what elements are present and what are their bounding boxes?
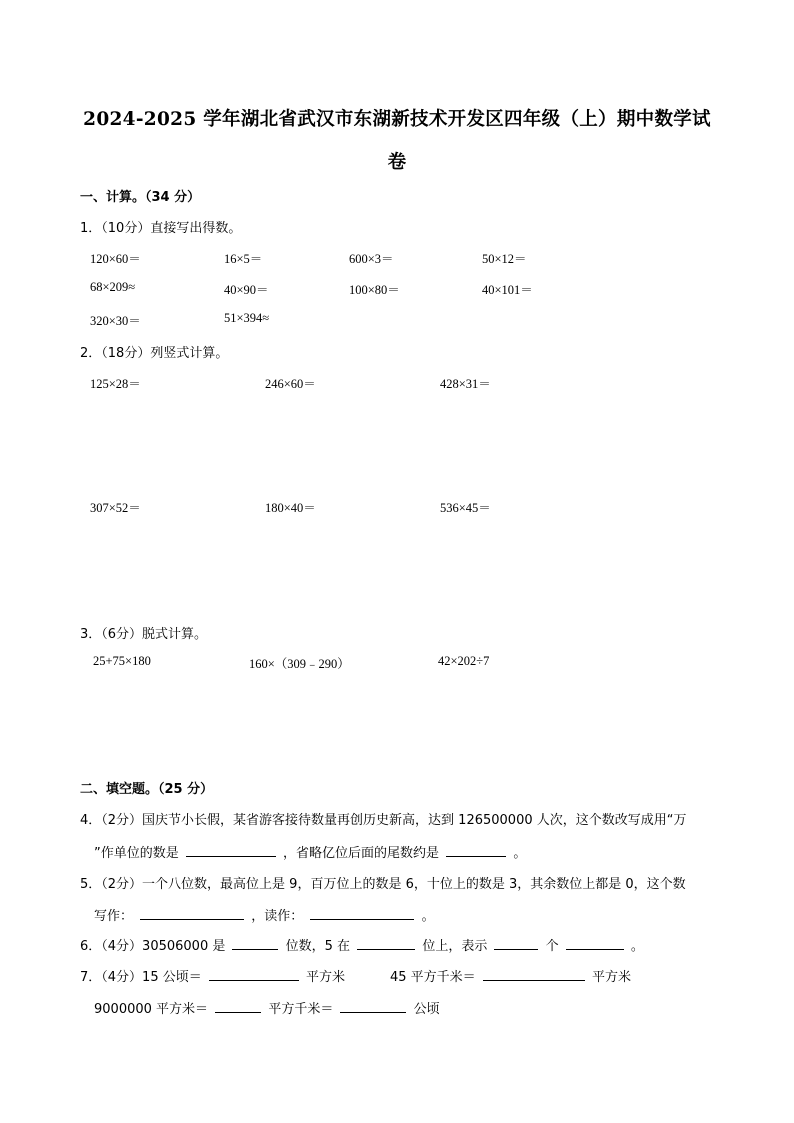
q4-text: ，省略亿位后面的尾数约是 (283, 846, 440, 861)
q7-text: 7．（4分）15 公顷＝ (80, 970, 202, 985)
answer-blank[interactable] (232, 937, 278, 950)
answer-blank[interactable] (186, 844, 276, 857)
answer-blank[interactable] (357, 937, 415, 950)
q1-item: 68×209≈ (90, 280, 136, 294)
question-3-stem: 3．（6分）脱式计算。 (80, 627, 208, 642)
question-6 (80, 935, 644, 954)
answer-blank[interactable] (215, 1000, 261, 1013)
page-title-continued: 卷 (387, 152, 407, 173)
q1-item: 50×12＝ (482, 252, 527, 266)
question-4-line1: 4．（2分）国庆节小长假，某省游客接待数量再创历史新高，达到 126500000 人次，这个数改写成用“万 (80, 813, 687, 828)
q1-item: 40×101＝ (482, 283, 533, 297)
q1-item: 120×60＝ (90, 252, 141, 266)
q2-item: 428×31＝ (440, 377, 491, 391)
question-7-line2 (94, 998, 440, 1017)
q5-text: 写作： (94, 909, 134, 924)
q6-text: 个 (545, 939, 559, 954)
question-7-line1 (80, 966, 345, 985)
page-title: 2024-2025 学年湖北省武汉市东湖新技术开发区四年级（上）期中数学试 (83, 109, 711, 130)
question-5-line1: 5．（2分）一个八位数，最高位上是 9，百万位上的数是 6，十位上的数是 3，其余数位上都是 0，这个数 (80, 877, 686, 892)
answer-blank[interactable] (340, 1000, 406, 1013)
answer-blank[interactable] (446, 844, 506, 857)
q7-text: 9000000 平方米＝ (94, 1002, 209, 1017)
q5-text: 。 (421, 909, 435, 924)
q6-text: 。 (630, 939, 644, 954)
q7-text: 45 平方千米＝ (390, 970, 476, 985)
q7-text: 平方米 (591, 970, 631, 985)
q5-text: ，读作： (251, 909, 304, 924)
q6-text: 6．（4分）30506000 是 (80, 939, 226, 954)
q2-item: 536×45＝ (440, 501, 491, 515)
q2-item: 307×52＝ (90, 501, 141, 515)
answer-blank[interactable] (566, 937, 624, 950)
q3-item: 25+75×180 (93, 654, 151, 668)
q7-text: 平方米 (306, 970, 346, 985)
answer-blank[interactable] (483, 968, 585, 981)
q6-text: 位上，表示 (422, 939, 488, 954)
answer-blank[interactable] (140, 907, 244, 920)
question-5-line2 (94, 905, 435, 924)
q4-text: ”作单位的数是 (94, 846, 179, 861)
q4-text: 。 (513, 846, 527, 861)
q3-item: 160×（309﹣290） (249, 657, 350, 671)
q2-item: 125×28＝ (90, 377, 141, 391)
section-heading-fill-in: 二、填空题。（25 分） (80, 782, 214, 797)
question-7-line1-part2 (390, 966, 631, 985)
answer-blank[interactable] (310, 907, 414, 920)
q1-item: 100×80＝ (349, 283, 400, 297)
q6-text: 位数，5 在 (285, 939, 351, 954)
q7-text: 公顷 (413, 1002, 440, 1017)
question-1-stem: 1．（10分）直接写出得数。 (80, 221, 242, 236)
q2-item: 180×40＝ (265, 501, 316, 515)
question-4-line2 (94, 842, 526, 861)
q7-text: 平方千米＝ (268, 1002, 334, 1017)
question-2-stem: 2．（18分）列竖式计算。 (80, 346, 229, 361)
section-heading-calculation: 一、计算。（34 分） (80, 190, 201, 205)
answer-blank[interactable] (494, 937, 538, 950)
q1-item: 40×90＝ (224, 283, 269, 297)
q1-item: 320×30＝ (90, 314, 141, 328)
answer-blank[interactable] (209, 968, 299, 981)
q1-item: 16×5＝ (224, 252, 263, 266)
q1-item: 600×3＝ (349, 252, 394, 266)
q3-item: 42×202÷7 (438, 654, 490, 668)
q2-item: 246×60＝ (265, 377, 316, 391)
q1-item: 51×394≈ (224, 311, 270, 325)
